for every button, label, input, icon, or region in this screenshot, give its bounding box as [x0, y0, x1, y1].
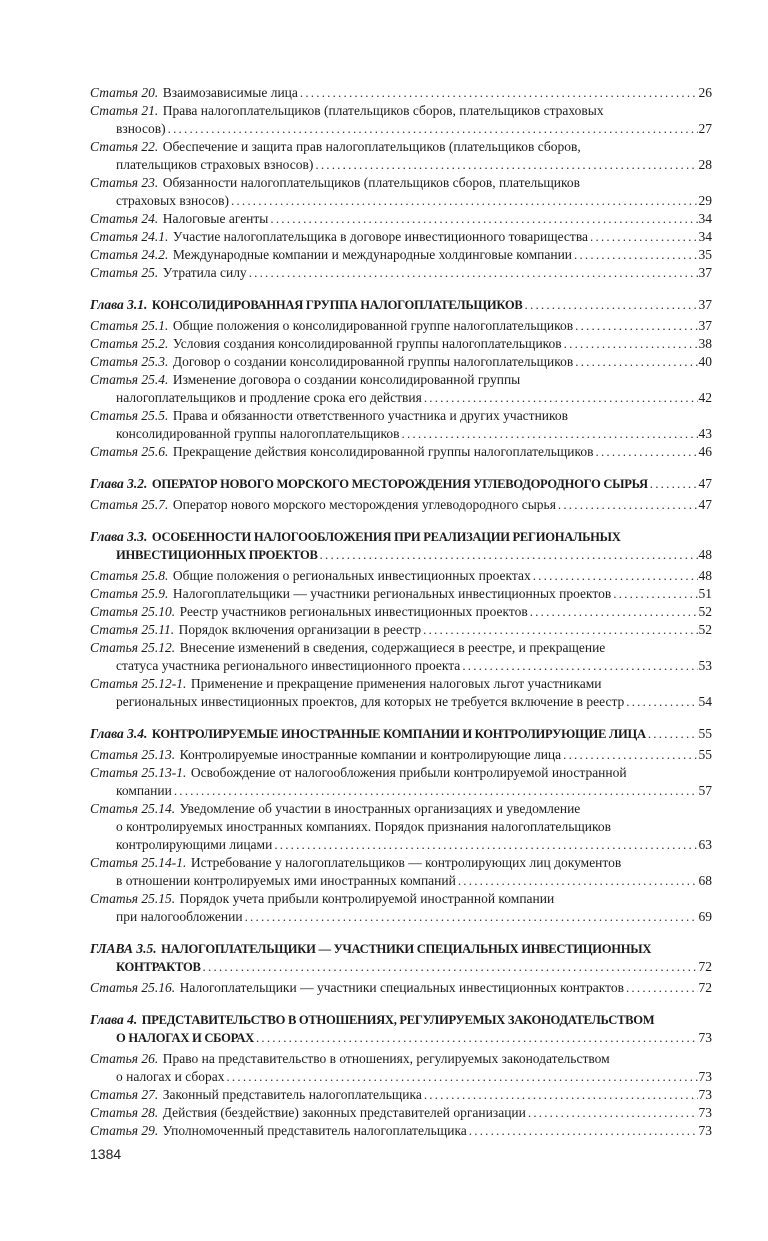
page-number: 34: [698, 229, 712, 244]
toc-line: [90, 210, 712, 228]
entry-title-text: налогоплательщиков и продление срока его действия: [116, 390, 422, 405]
toc-article-entry: [90, 407, 712, 443]
toc-line: [90, 1086, 712, 1104]
entry-title-text: Уведомление об участии в иностранных организациях и уведомление: [179, 801, 581, 816]
page-number: 72: [698, 959, 712, 974]
page-number: 35: [698, 247, 712, 262]
page-number: 27: [698, 121, 712, 136]
toc-article-entry: [90, 317, 712, 335]
toc-line: [90, 102, 712, 120]
entry-title-text: Общие положения о региональных инвестиционных проектах: [172, 568, 531, 583]
page-number: 68: [698, 873, 712, 888]
entry-number-label: Статья 26.: [90, 1051, 159, 1066]
entry-number-label: Статья 25.12.: [90, 640, 176, 655]
dot-leader: [626, 979, 698, 997]
toc-line: [90, 407, 712, 425]
page-number: 69: [698, 909, 712, 924]
toc-article-entry: [90, 84, 712, 102]
entry-number-label: Статья 25.1.: [90, 318, 169, 333]
entry-title-text: Изменение договора о создании консолидированной группы: [172, 372, 521, 387]
entry-number-label: ГЛАВА 3.5.: [90, 941, 157, 956]
entry-title-text: Прекращение действия консолидированной группы налогоплательщиков: [172, 444, 594, 459]
entry-number-label: Статья 25.16.: [90, 980, 176, 995]
dot-leader: [574, 246, 697, 264]
entry-number-label: Статья 25.3.: [90, 354, 169, 369]
page-number: 37: [698, 297, 712, 312]
entry-number-label: Статья 20.: [90, 85, 159, 100]
toc-line: [90, 120, 712, 138]
toc-line: [90, 675, 712, 693]
dot-leader: [245, 908, 698, 926]
dot-leader: [575, 353, 697, 371]
page-number: 73: [698, 1069, 712, 1084]
footer-page-number: 1384: [90, 1146, 122, 1162]
toc-line: [90, 264, 712, 282]
toc-line: [90, 746, 712, 764]
entry-title-text: Оператор нового морского месторождения углеводородного сырья: [172, 497, 556, 512]
page-number: 57: [698, 783, 712, 798]
entry-title-text: Утратила силу: [162, 265, 247, 280]
dot-leader: [462, 657, 697, 675]
toc-article-entry: [90, 496, 712, 514]
entry-title-text: компании: [116, 783, 172, 798]
toc-line: [90, 371, 712, 389]
dot-leader: [575, 317, 697, 335]
page-number: 52: [698, 622, 712, 637]
dot-leader: [424, 1086, 698, 1104]
toc-article-entry: [90, 603, 712, 621]
page-number: 34: [698, 211, 712, 226]
entry-title-text: КОНТРАКТОВ: [116, 960, 201, 974]
toc-article-entry: [90, 585, 712, 603]
dot-leader: [648, 725, 698, 743]
entry-number-label: Статья 25.: [90, 265, 159, 280]
table-of-contents: [90, 84, 712, 1140]
entry-number-label: Глава 3.4.: [90, 726, 148, 741]
toc-line: [90, 528, 712, 546]
toc-line: [90, 389, 712, 407]
entry-number-label: Статья 25.11.: [90, 622, 175, 637]
toc-article-entry: [90, 979, 712, 997]
entry-title-text: ИНВЕСТИЦИОННЫХ ПРОЕКТОВ: [116, 548, 318, 562]
entry-title-text: консолидированной группы налогоплательщиков: [116, 426, 400, 441]
entry-title-text: Договор о создании консолидированной группы налогоплательщиков: [172, 354, 574, 369]
dot-leader: [613, 585, 697, 603]
toc-article-entry: [90, 764, 712, 800]
page-number: 54: [698, 694, 712, 709]
toc-line: [90, 818, 712, 836]
page-number: 37: [698, 318, 712, 333]
entry-title-text: КОНСОЛИДИРОВАННАЯ ГРУППА НАЛОГОПЛАТЕЛЬЩИКОВ: [151, 298, 523, 312]
dot-leader: [320, 546, 698, 564]
entry-number-label: Статья 24.2.: [90, 247, 169, 262]
entry-title-text: Внесение изменений в сведения, содержащиеся в реестре, и прекращение: [179, 640, 606, 655]
entry-title-text: Реестр участников региональных инвестиционных проектов: [179, 604, 528, 619]
toc-line: [90, 496, 712, 514]
toc-article-entry: [90, 621, 712, 639]
page-number: 48: [698, 547, 712, 562]
dot-leader: [231, 192, 698, 210]
toc-article-entry: [90, 675, 712, 711]
toc-line: [90, 353, 712, 371]
entry-title-text: региональных инвестиционных проектов, для которых не требуется включение в реестр: [116, 694, 625, 709]
page-number: 46: [698, 444, 712, 459]
entry-title-text: Права и обязанности ответственного участника и других участников: [172, 408, 569, 423]
toc-line: [90, 84, 712, 102]
entry-title-text: Истребование у налогоплательщиков — контролирующих лиц документов: [190, 855, 622, 870]
toc-line: [90, 958, 712, 976]
entry-number-label: Глава 3.2.: [90, 476, 148, 491]
dot-leader: [274, 836, 697, 854]
entry-title-text: Применение и прекращение применения налоговых льгот участниками: [190, 676, 602, 691]
toc-line: [90, 246, 712, 264]
entry-number-label: Статья 25.4.: [90, 372, 169, 387]
dot-leader: [256, 1029, 698, 1047]
toc-chapter-entry: [90, 725, 712, 743]
toc-line: [90, 800, 712, 818]
entry-number-label: Статья 25.10.: [90, 604, 176, 619]
entry-title-text: Права налогоплательщиков (плательщиков сборов, плательщиков страховых: [162, 103, 604, 118]
entry-title-text: НАЛОГОПЛАТЕЛЬЩИКИ — УЧАСТНИКИ СПЕЦИАЛЬНЫХ ИНВЕСТИЦИОННЫХ: [161, 942, 652, 956]
entry-number-label: Статья 28.: [90, 1105, 159, 1120]
toc-line: [90, 1029, 712, 1047]
page-number: 38: [698, 336, 712, 351]
toc-article-entry: [90, 371, 712, 407]
toc-line: [90, 854, 712, 872]
toc-line: [90, 192, 712, 210]
dot-leader: [558, 496, 698, 514]
entry-title-text: о налогах и сборах: [116, 1069, 225, 1084]
dot-leader: [596, 443, 698, 461]
page-number: 55: [698, 747, 712, 762]
entry-number-label: Статья 25.6.: [90, 444, 169, 459]
entry-title-text: Порядок учета прибыли контролируемой иностранной компании: [179, 891, 555, 906]
toc-article-entry: [90, 800, 712, 854]
toc-line: [90, 908, 712, 926]
toc-article-entry: [90, 443, 712, 461]
entry-number-label: Статья 25.14-1.: [90, 855, 187, 870]
entry-title-text: Право на представительство в отношениях, регулируемых законодательством: [162, 1051, 610, 1066]
toc-article-entry: [90, 264, 712, 282]
dot-leader: [626, 693, 697, 711]
entry-number-label: Статья 25.8.: [90, 568, 169, 583]
toc-line: [90, 1104, 712, 1122]
dot-leader: [203, 958, 698, 976]
entry-title-text: Налогоплательщики — участники региональных инвестиционных проектов: [172, 586, 612, 601]
dot-leader: [168, 120, 698, 138]
toc-line: [90, 317, 712, 335]
page-number: 63: [698, 837, 712, 852]
entry-number-label: Статья 27.: [90, 1087, 159, 1102]
dot-leader: [249, 264, 698, 282]
toc-line: [90, 1011, 712, 1029]
toc-article-entry: [90, 353, 712, 371]
page-number: 40: [698, 354, 712, 369]
entry-title-text: Обеспечение и защита прав налогоплательщиков (плательщиков сборов,: [162, 139, 581, 154]
toc-line: [90, 603, 712, 621]
entry-title-text: О НАЛОГАХ И СБОРАХ: [116, 1031, 254, 1045]
page-number: 51: [698, 586, 712, 601]
entry-title-text: Налогоплательщики — участники специальных инвестиционных контрактов: [179, 980, 624, 995]
dot-leader: [528, 1104, 698, 1122]
page-number: 73: [698, 1105, 712, 1120]
dot-leader: [226, 1068, 697, 1086]
dot-leader: [563, 746, 697, 764]
toc-line: [90, 567, 712, 585]
toc-article-entry: [90, 1104, 712, 1122]
entry-title-text: ОСОБЕННОСТИ НАЛОГООБЛОЖЕНИЯ ПРИ РЕАЛИЗАЦИИ РЕГИОНАЛЬНЫХ: [151, 530, 621, 544]
page-number: 42: [698, 390, 712, 405]
toc-article-entry: [90, 1122, 712, 1140]
toc-line: [90, 621, 712, 639]
toc-line: [90, 335, 712, 353]
page-number: 53: [698, 658, 712, 673]
page-number: 73: [698, 1030, 712, 1045]
toc-line: [90, 836, 712, 854]
toc-chapter-entry: [90, 475, 712, 493]
dot-leader: [270, 210, 697, 228]
entry-title-text: Уполномоченный представитель налогоплательщика: [162, 1123, 467, 1138]
toc-article-entry: [90, 335, 712, 353]
entry-title-text: Освобождение от налогообложения прибыли контролируемой иностранной: [190, 765, 627, 780]
entry-number-label: Статья 25.12-1.: [90, 676, 187, 691]
toc-article-entry: [90, 567, 712, 585]
entry-number-label: Статья 25.5.: [90, 408, 169, 423]
entry-title-text: Действия (бездействие) законных представителей организации: [162, 1105, 526, 1120]
dot-leader: [423, 621, 697, 639]
toc-article-entry: [90, 210, 712, 228]
toc-line: [90, 693, 712, 711]
dot-leader: [300, 84, 698, 102]
page-number: 73: [698, 1087, 712, 1102]
dot-leader: [525, 296, 698, 314]
toc-chapter-entry: [90, 940, 712, 976]
entry-number-label: Статья 23.: [90, 175, 159, 190]
dot-leader: [650, 475, 698, 493]
dot-leader: [174, 782, 698, 800]
entry-title-text: КОНТРОЛИРУЕМЫЕ ИНОСТРАННЫЕ КОМПАНИИ И КОНТРОЛИРУЮЩИЕ ЛИЦА: [151, 727, 646, 741]
toc-line: [90, 174, 712, 192]
page-number: 55: [698, 726, 712, 741]
page-number: 29: [698, 193, 712, 208]
entry-title-text: ОПЕРАТОР НОВОГО МОРСКОГО МЕСТОРОЖДЕНИЯ УГЛЕВОДОРОДНОГО СЫРЬЯ: [151, 477, 648, 491]
toc-line: [90, 725, 712, 743]
toc-article-entry: [90, 1050, 712, 1086]
toc-line: [90, 443, 712, 461]
toc-line: [90, 639, 712, 657]
toc-article-entry: [90, 1086, 712, 1104]
page-number: 26: [698, 85, 712, 100]
toc-line: [90, 156, 712, 174]
toc-line: [90, 1068, 712, 1086]
toc-line: [90, 1050, 712, 1068]
toc-article-entry: [90, 174, 712, 210]
entry-title-text: в отношении контролируемых ими иностранных компаний: [116, 873, 456, 888]
entry-title-text: Налоговые агенты: [162, 211, 269, 226]
entry-title-text: страховых взносов): [116, 193, 229, 208]
toc-line: [90, 872, 712, 890]
toc-article-entry: [90, 854, 712, 890]
entry-number-label: Глава 3.1.: [90, 297, 148, 312]
entry-number-label: Статья 24.: [90, 211, 159, 226]
toc-chapter-entry: [90, 528, 712, 564]
page-number: 43: [698, 426, 712, 441]
page-number: 47: [698, 476, 712, 491]
entry-number-label: Статья 25.13.: [90, 747, 176, 762]
entry-number-label: Статья 25.13-1.: [90, 765, 187, 780]
entry-number-label: Статья 24.1.: [90, 229, 169, 244]
toc-chapter-entry: [90, 296, 712, 314]
dot-leader: [402, 425, 698, 443]
entry-title-text: контролирующими лицами: [116, 837, 273, 852]
toc-article-entry: [90, 746, 712, 764]
toc-line: [90, 296, 712, 314]
dot-leader: [533, 567, 698, 585]
entry-title-text: Обязанности налогоплательщиков (плательщиков сборов, плательщиков: [162, 175, 581, 190]
entry-number-label: Статья 25.7.: [90, 497, 169, 512]
toc-line: [90, 475, 712, 493]
dot-leader: [315, 156, 697, 174]
dot-leader: [530, 603, 698, 621]
page-number: 28: [698, 157, 712, 172]
toc-article-entry: [90, 246, 712, 264]
toc-line: [90, 228, 712, 246]
entry-title-text: при налогообложении: [116, 909, 243, 924]
dot-leader: [469, 1122, 698, 1140]
page-number: 47: [698, 497, 712, 512]
dot-leader: [424, 389, 698, 407]
toc-article-entry: [90, 228, 712, 246]
entry-title-text: Участие налогоплательщика в договоре инвестиционного товарищества: [172, 229, 589, 244]
toc-article-entry: [90, 890, 712, 926]
entry-number-label: Статья 25.2.: [90, 336, 169, 351]
page-number: 37: [698, 265, 712, 280]
toc-article-entry: [90, 639, 712, 675]
entry-title-text: плательщиков страховых взносов): [116, 157, 314, 172]
entry-number-label: Глава 4.: [90, 1012, 138, 1027]
page-number: 52: [698, 604, 712, 619]
page-number: 73: [698, 1123, 712, 1138]
toc-line: [90, 979, 712, 997]
toc-line: [90, 764, 712, 782]
entry-number-label: Статья 25.9.: [90, 586, 169, 601]
entry-number-label: Статья 25.15.: [90, 891, 176, 906]
entry-number-label: Статья 22.: [90, 139, 159, 154]
toc-article-entry: [90, 138, 712, 174]
toc-line: [90, 890, 712, 908]
toc-line: [90, 425, 712, 443]
entry-title-text: ПРЕДСТАВИТЕЛЬСТВО В ОТНОШЕНИЯХ, РЕГУЛИРУЕМЫХ ЗАКОНОДАТЕЛЬСТВОМ: [141, 1013, 655, 1027]
page-number: 72: [698, 980, 712, 995]
entry-title-text: Порядок включения организации в реестр: [178, 622, 422, 637]
entry-title-text: о контролируемых иностранных компаниях. Порядок признания налогоплательщиков: [116, 819, 612, 834]
dot-leader: [590, 228, 697, 246]
entry-title-text: Контролируемые иностранные компании и контролирующие лица: [179, 747, 562, 762]
entry-number-label: Статья 29.: [90, 1123, 159, 1138]
toc-line: [90, 782, 712, 800]
entry-number-label: Глава 3.3.: [90, 529, 148, 544]
toc-line: [90, 1122, 712, 1140]
toc-line: [90, 940, 712, 958]
entry-title-text: Условия создания консолидированной группы налогоплательщиков: [172, 336, 562, 351]
entry-title-text: Взаимозависимые лица: [162, 85, 298, 100]
toc-line: [90, 585, 712, 603]
toc-line: [90, 657, 712, 675]
entry-number-label: Статья 25.14.: [90, 801, 176, 816]
entry-number-label: Статья 21.: [90, 103, 159, 118]
dot-leader: [564, 335, 698, 353]
entry-title-text: взносов): [116, 121, 166, 136]
toc-line: [90, 546, 712, 564]
toc-chapter-entry: [90, 1011, 712, 1047]
entry-title-text: Международные компании и международные холдинговые компании: [172, 247, 573, 262]
page-number: 48: [698, 568, 712, 583]
entry-title-text: статуса участника регионального инвестиционного проекта: [116, 658, 461, 673]
entry-title-text: Законный представитель налогоплательщика: [162, 1087, 422, 1102]
toc-line: [90, 138, 712, 156]
toc-article-entry: [90, 102, 712, 138]
entry-title-text: Общие положения о консолидированной группе налогоплательщиков: [172, 318, 574, 333]
dot-leader: [458, 872, 698, 890]
